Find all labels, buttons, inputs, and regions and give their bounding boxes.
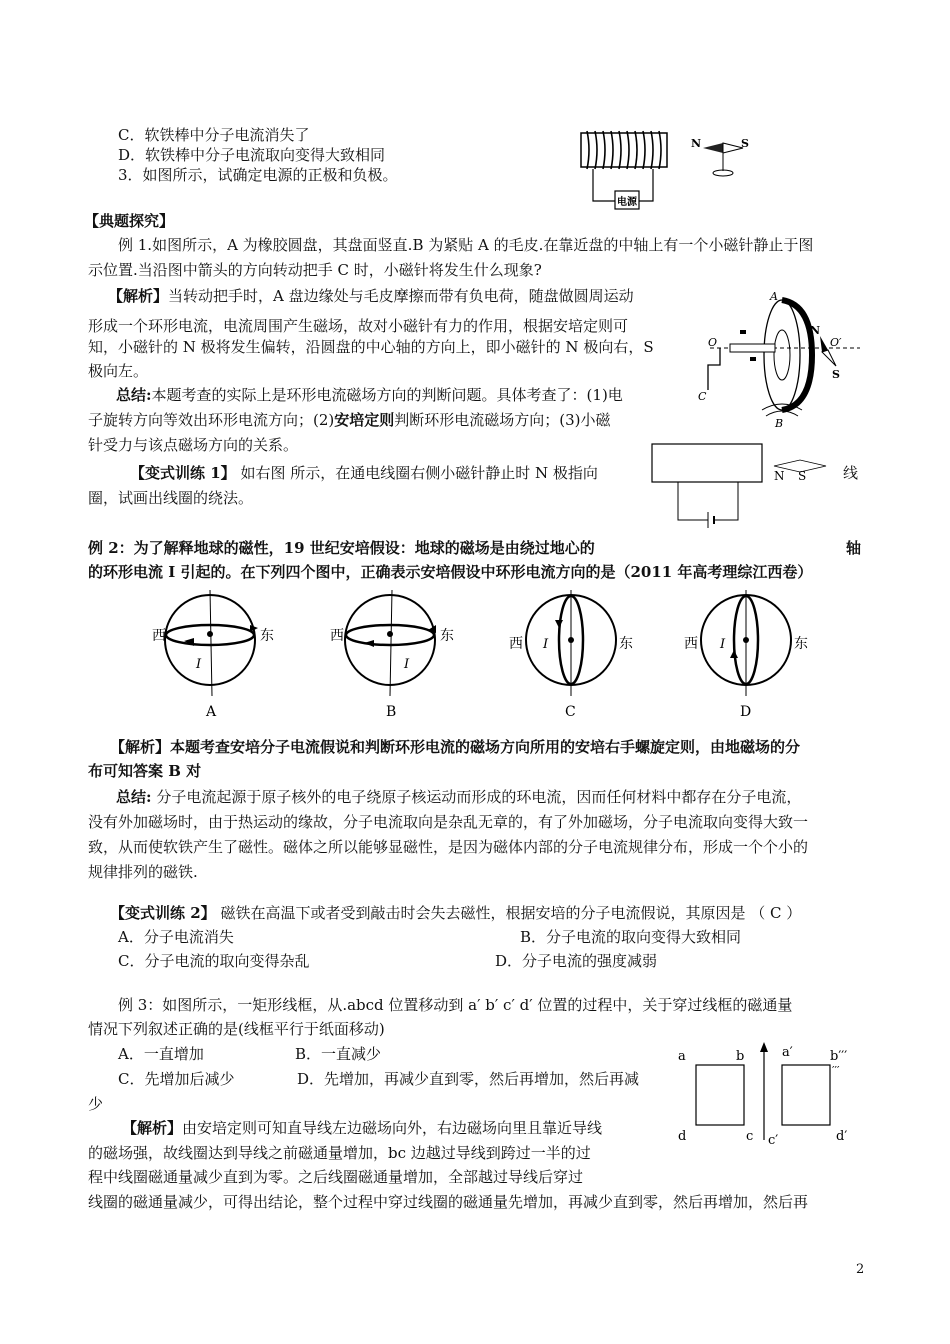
needle-n: N — [810, 324, 821, 337]
ex2-summary-3: 致，从而使软铁产生了磁性。磁体之所以能够显磁性，是因为磁体内部的分子电流规律分布，形成一个个小的 — [88, 838, 809, 856]
needle-n-label: N — [691, 137, 702, 150]
corner-a: a — [678, 1049, 686, 1064]
west-label: 西 — [684, 636, 698, 652]
corner-b2-mark: ′′′ — [832, 1064, 840, 1077]
wire-frame-figure — [670, 1040, 860, 1150]
globe-c — [505, 588, 635, 728]
solenoid-figure — [575, 125, 775, 215]
current-label: I — [196, 657, 202, 672]
ex3-analysis-4: 线圈的磁通量减少，可得出结论，整个过程中穿过线圈的磁通量先增加，再减少直到零，然后再增加，然后再 — [88, 1193, 809, 1211]
east-label: 东 — [260, 628, 274, 644]
west-label: 西 — [509, 636, 523, 652]
ex3-analysis-1: 【解析】由安培定则可知直导线左边磁场向外，右边磁场向里且靠近导线 — [122, 1119, 603, 1137]
fur-label-b: B — [775, 417, 784, 430]
east-label: 东 — [440, 628, 454, 644]
ex3-option-c: C．先增加后减少 — [118, 1070, 235, 1088]
current-label: I — [404, 657, 410, 672]
var1-line1-end: 线 — [843, 464, 859, 482]
var2-option-c: C．分子电流的取向变得杂乱 — [118, 952, 310, 970]
ex3-option-d: D．先增加，再减少直到零，然后再增加，然后再减 — [297, 1070, 640, 1088]
question-3-text: 3．如图所示，试确定电源的正极和负极。 — [118, 166, 398, 184]
ex1-analysis-3: 知，小磁针的 N 极将发生偏转，沿圆盘的中心轴的方向上，即小磁针的 N 极向右，S — [88, 338, 654, 356]
option-label-d: D — [740, 704, 752, 720]
globe-b — [330, 588, 460, 728]
ex2-line1a: 例 2：为了解释地球的磁性，19 世纪安培假设：地球的磁场是由绕过地心的 — [88, 539, 595, 557]
ex2-analysis-1: 【解析】本题考查安培分子电流假说和判断环形电流的磁场方向所用的安培右手螺旋定则，由地磁场的分 — [110, 738, 801, 756]
ex3-option-d-cont: 少 — [88, 1095, 104, 1113]
globe-a — [150, 588, 280, 728]
option-label-a: A — [206, 704, 217, 720]
ex1-analysis-1: 【解析】当转动把手时，A 盘边缘处与毛皮摩擦而带有负电荷，随盘做圆周运动 — [108, 287, 634, 305]
ex2-analysis-2: 布可知答案 B 对 — [88, 762, 202, 780]
needle-s: S — [832, 368, 840, 381]
section-title: 【典题探究】 — [84, 212, 175, 230]
corner-b: b — [736, 1049, 745, 1064]
ex2-summary-1: 总结: 分子电流起源于原子核外的电子绕原子核运动而形成的环电流，因而任何材料中都存在分子电流， — [116, 788, 802, 806]
corner-c2: c′ — [768, 1133, 779, 1148]
corner-d2: d′ — [836, 1129, 848, 1144]
ex3-option-b: B．一直减少 — [295, 1045, 382, 1063]
ex3-line1: 例 3：如图所示，一矩形线框，从.abcd 位置移动到 a′ b′ c′ d′ 位置的过程中，关于穿过线框的磁通量 — [118, 996, 793, 1014]
east-label: 东 — [619, 636, 633, 652]
var2-option-b: B．分子电流的取向变得大致相同 — [520, 928, 742, 946]
current-label: I — [720, 637, 726, 652]
option-c-text: C．软铁棒中分子电流消失了 — [118, 126, 310, 144]
needle-n-label: N — [774, 469, 785, 483]
coil-figure — [650, 442, 830, 527]
power-label: 电源 — [617, 197, 637, 208]
ex1-line1: 例 1.如图所示，A 为橡胶圆盘，其盘面竖直.B 为紧贴 A 的毛皮.在靠近盘的中轴上有一个小磁针静止于图 — [118, 236, 814, 254]
ex3-option-a: A．一直增加 — [118, 1045, 204, 1063]
var2-option-a: A．分子电流消失 — [118, 928, 234, 946]
corner-a2: a′ — [782, 1045, 793, 1060]
var2-option-d: D．分子电流的强度减弱 — [495, 952, 658, 970]
rubber-disk-figure — [690, 290, 860, 430]
option-d-text: D．软铁棒中分子电流取向变得大致相同 — [118, 146, 386, 164]
option-label-b: B — [386, 704, 397, 720]
east-label: 东 — [794, 636, 808, 652]
page-number: 2 — [856, 1262, 865, 1277]
corner-b2: b′′′ — [830, 1049, 848, 1064]
ex3-analysis-2: 的磁场强，故线圈达到导线之前磁通量增加，bc 边越过导线到跨过一半的过 — [88, 1144, 591, 1162]
var1-line2: 圈，试画出线圈的绕法。 — [88, 489, 254, 507]
current-label: I — [543, 637, 549, 652]
ex2-summary-2: 没有外加磁场时，由于热运动的缘故，分子电流取向是杂乱无章的，有了外加磁场，分子电流取向变得大致一 — [88, 813, 809, 831]
axis-label-o: O — [708, 336, 718, 349]
ex1-summary-3: 针受力与该点磁场方向的关系。 — [88, 436, 299, 454]
needle-s-label: S — [798, 469, 807, 483]
ex1-summary-1: 总结:本题考查的实际上是环形电流磁场方向的判断问题。具体考查了：(1)电 — [116, 386, 623, 404]
disk-label-a: A — [770, 290, 778, 303]
globe-d — [680, 588, 810, 728]
ex3-line2: 情况下列叙述正确的是(线框平行于纸面移动) — [88, 1020, 385, 1038]
analysis-label: 【解析】 — [108, 287, 169, 305]
ex2-line2: 的环形电流 I 引起的。在下列四个图中，正确表示安培假设中环形电流方向的是（2011 年高考理综江西卷） — [88, 563, 813, 581]
ex1-line2: 示位置.当沿图中箭头的方向转动把手 C 时，小磁针将发生什么现象? — [88, 261, 542, 279]
handle-label-c: C — [698, 390, 707, 403]
ex1-analysis-2: 形成一个环形电流，电流周围产生磁场，故对小磁针有力的作用，根据安培定则可 — [88, 317, 629, 335]
ex2-summary-4: 规律排列的磁铁. — [88, 863, 198, 881]
west-label: 西 — [330, 628, 344, 644]
option-label-c: C — [565, 704, 576, 720]
ex1-analysis-4: 极向左。 — [88, 362, 149, 380]
corner-d: d — [678, 1129, 687, 1144]
ex1-summary-2: 子旋转方向等效出环形电流方向；(2)安培定则判断环形电流磁场方向；(3)小磁 — [88, 411, 611, 429]
ex2-line1b: 轴 — [846, 539, 862, 557]
needle-s-label: S — [741, 137, 749, 150]
west-label: 西 — [152, 628, 166, 644]
var2-line: 【变式训练 2】 磁铁在高温下或者受到敲击时会失去磁性，根据安培的分子电流假说，其原因是 （ C ） — [110, 904, 802, 922]
var1-line1: 【变式训练 1】 如右图 所示，在通电线圈右侧小磁针静止时 N 极指向 — [130, 464, 598, 482]
axis-label-o2: O′ — [830, 336, 842, 349]
ex3-analysis-3: 程中线圈磁通量减少直到为零。之后线圈磁通量增加，全部越过导线后穿过 — [88, 1168, 584, 1186]
corner-c: c — [746, 1129, 754, 1144]
